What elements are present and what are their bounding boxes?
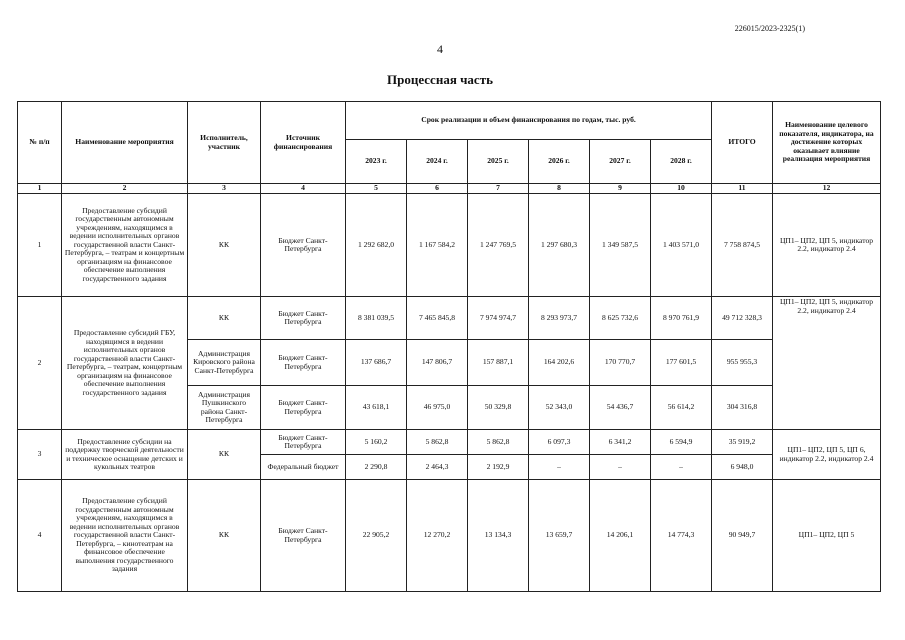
row-number: 1 [18,194,62,297]
value-cell: 6 341,2 [590,430,651,455]
header-executor: Исполнитель, участник [188,102,261,184]
executor-cell: КК [188,430,261,480]
source-cell: Бюджет Санкт-Петербурга [261,194,346,297]
executor-cell: КК [188,297,261,340]
value-cell: 1 297 680,3 [529,194,590,297]
activity-name: Предоставление субсидии на поддержку творческой деятельности и техническое оснащение детских и кукольных театров [62,430,188,480]
header-source: Источник финансирования [261,102,346,184]
value-cell: 50 329,8 [468,386,529,430]
executor-cell: КК [188,480,261,592]
source-cell: Бюджет Санкт-Петербурга [261,480,346,592]
value-cell: 1 292 682,0 [346,194,407,297]
value-cell: 5 160,2 [346,430,407,455]
column-number: 6 [407,184,468,194]
row-number: 3 [18,430,62,480]
value-cell: 12 270,2 [407,480,468,592]
column-number: 7 [468,184,529,194]
header-year: 2023 г. [346,140,407,184]
header-year: 2028 г. [651,140,712,184]
document-number: 226015/2023-2325(1) [734,24,805,33]
value-cell: – [529,455,590,480]
header-name: Наименование мероприятия [62,102,188,184]
source-cell: Бюджет Санкт-Петербурга [261,386,346,430]
header-year: 2024 г. [407,140,468,184]
value-cell: 2 464,3 [407,455,468,480]
column-numbers-row [18,184,881,194]
value-cell: 1 167 584,2 [407,194,468,297]
value-cell: 5 862,8 [468,430,529,455]
section-title: Процессная часть [387,72,493,87]
value-cell: 46 975,0 [407,386,468,430]
source-cell: Федеральный бюджет [261,455,346,480]
value-cell: 8 625 732,6 [590,297,651,340]
value-cell: 137 686,7 [346,340,407,386]
value-cell: 8 381 039,5 [346,297,407,340]
total-cell: 304 316,8 [712,386,773,430]
value-cell: 147 806,7 [407,340,468,386]
header-total: ИТОГО [712,102,773,184]
column-number: 11 [712,184,773,194]
total-cell: 49 712 328,3 [712,297,773,340]
value-cell: 6 097,3 [529,430,590,455]
value-cell: 5 862,8 [407,430,468,455]
value-cell: 164 202,6 [529,340,590,386]
indicator-cell: ЦП1– ЦП2, ЦП 5 [773,480,881,592]
total-cell: 35 919,2 [712,430,773,455]
total-cell: 6 948,0 [712,455,773,480]
header-year: 2025 г. [468,140,529,184]
value-cell: 8 293 973,7 [529,297,590,340]
column-number: 3 [188,184,261,194]
table-row [18,430,881,455]
value-cell: 52 343,0 [529,386,590,430]
value-cell: 6 594,9 [651,430,712,455]
source-cell: Бюджет Санкт-Петербурга [261,297,346,340]
value-cell: 1 247 769,5 [468,194,529,297]
source-cell: Бюджет Санкт-Петербурга [261,340,346,386]
table-row [18,297,881,340]
value-cell: 14 206,1 [590,480,651,592]
executor-cell: Администрация Пушкинского района Санкт-Петербурга [188,386,261,430]
value-cell: 56 614,2 [651,386,712,430]
page-number: 4 [437,42,443,56]
column-number: 4 [261,184,346,194]
indicator-cell: ЦП1– ЦП2, ЦП 5, индикатор 2.2, индикатор 2.4 [773,297,881,430]
column-number: 12 [773,184,881,194]
column-number: 5 [346,184,407,194]
activity-name: Предоставление субсидий государственным автономным учреждениям, находящимся в ведении исполнительных органов государственной власти Санкт-Петербурга, – кинотеатрам на финансовое обеспечение выполнения государственного задания [62,480,188,592]
column-number: 1 [18,184,62,194]
value-cell: 170 770,7 [590,340,651,386]
row-number: 2 [18,297,62,430]
value-cell: 2 290,8 [346,455,407,480]
indicator-cell: ЦП1– ЦП2, ЦП 5, индикатор 2.2, индикатор 2.4 [773,194,881,297]
financing-table [17,101,881,592]
header-year: 2027 г. [590,140,651,184]
header-indicator: Наименование целевого показателя, индикатора, на достижение которых оказывает влияние реализация мероприятия [773,102,881,184]
activity-name: Предоставление субсидий ГБУ, находящимся в ведении исполнительных органов государственной власти Санкт-Петербурга, – театрам, концертным организациям на финансовое обеспечение выполнения государственного задания [62,297,188,430]
value-cell: 54 436,7 [590,386,651,430]
value-cell: 7 974 974,7 [468,297,529,340]
value-cell: – [651,455,712,480]
value-cell: 1 403 571,0 [651,194,712,297]
value-cell: 13 659,7 [529,480,590,592]
header-year: 2026 г. [529,140,590,184]
value-cell: 2 192,9 [468,455,529,480]
total-cell: 955 955,3 [712,340,773,386]
activity-name: Предоставление субсидий государственным автономным учреждениям, находящимся в ведении исполнительных органов государственной власти Санкт-Петербурга, – театрам и концертным организациям на финансовое обеспечение выполнения государственного задания [62,194,188,297]
row-number: 4 [18,480,62,592]
total-cell: 7 758 874,5 [712,194,773,297]
value-cell: 13 134,3 [468,480,529,592]
header-row [18,102,881,140]
indicator-cell: ЦП1– ЦП2, ЦП 5, ЦП 6, индикатор 2.2, индикатор 2.4 [773,430,881,480]
value-cell: 22 905,2 [346,480,407,592]
value-cell: 7 465 845,8 [407,297,468,340]
column-number: 8 [529,184,590,194]
total-cell: 90 949,7 [712,480,773,592]
value-cell: 177 601,5 [651,340,712,386]
value-cell: 14 774,3 [651,480,712,592]
column-number: 2 [62,184,188,194]
column-number: 10 [651,184,712,194]
source-cell: Бюджет Санкт-Петербурга [261,430,346,455]
header-num: № п/п [18,102,62,184]
value-cell: 8 970 761,9 [651,297,712,340]
table-row [18,480,881,592]
value-cell: – [590,455,651,480]
value-cell: 43 618,1 [346,386,407,430]
executor-cell: КК [188,194,261,297]
header-period: Срок реализации и объем финансирования по годам, тыс. руб. [346,102,712,140]
value-cell: 157 887,1 [468,340,529,386]
value-cell: 1 349 587,5 [590,194,651,297]
executor-cell: Администрация Кировского района Санкт-Петербурга [188,340,261,386]
table-row [18,194,881,297]
column-number: 9 [590,184,651,194]
